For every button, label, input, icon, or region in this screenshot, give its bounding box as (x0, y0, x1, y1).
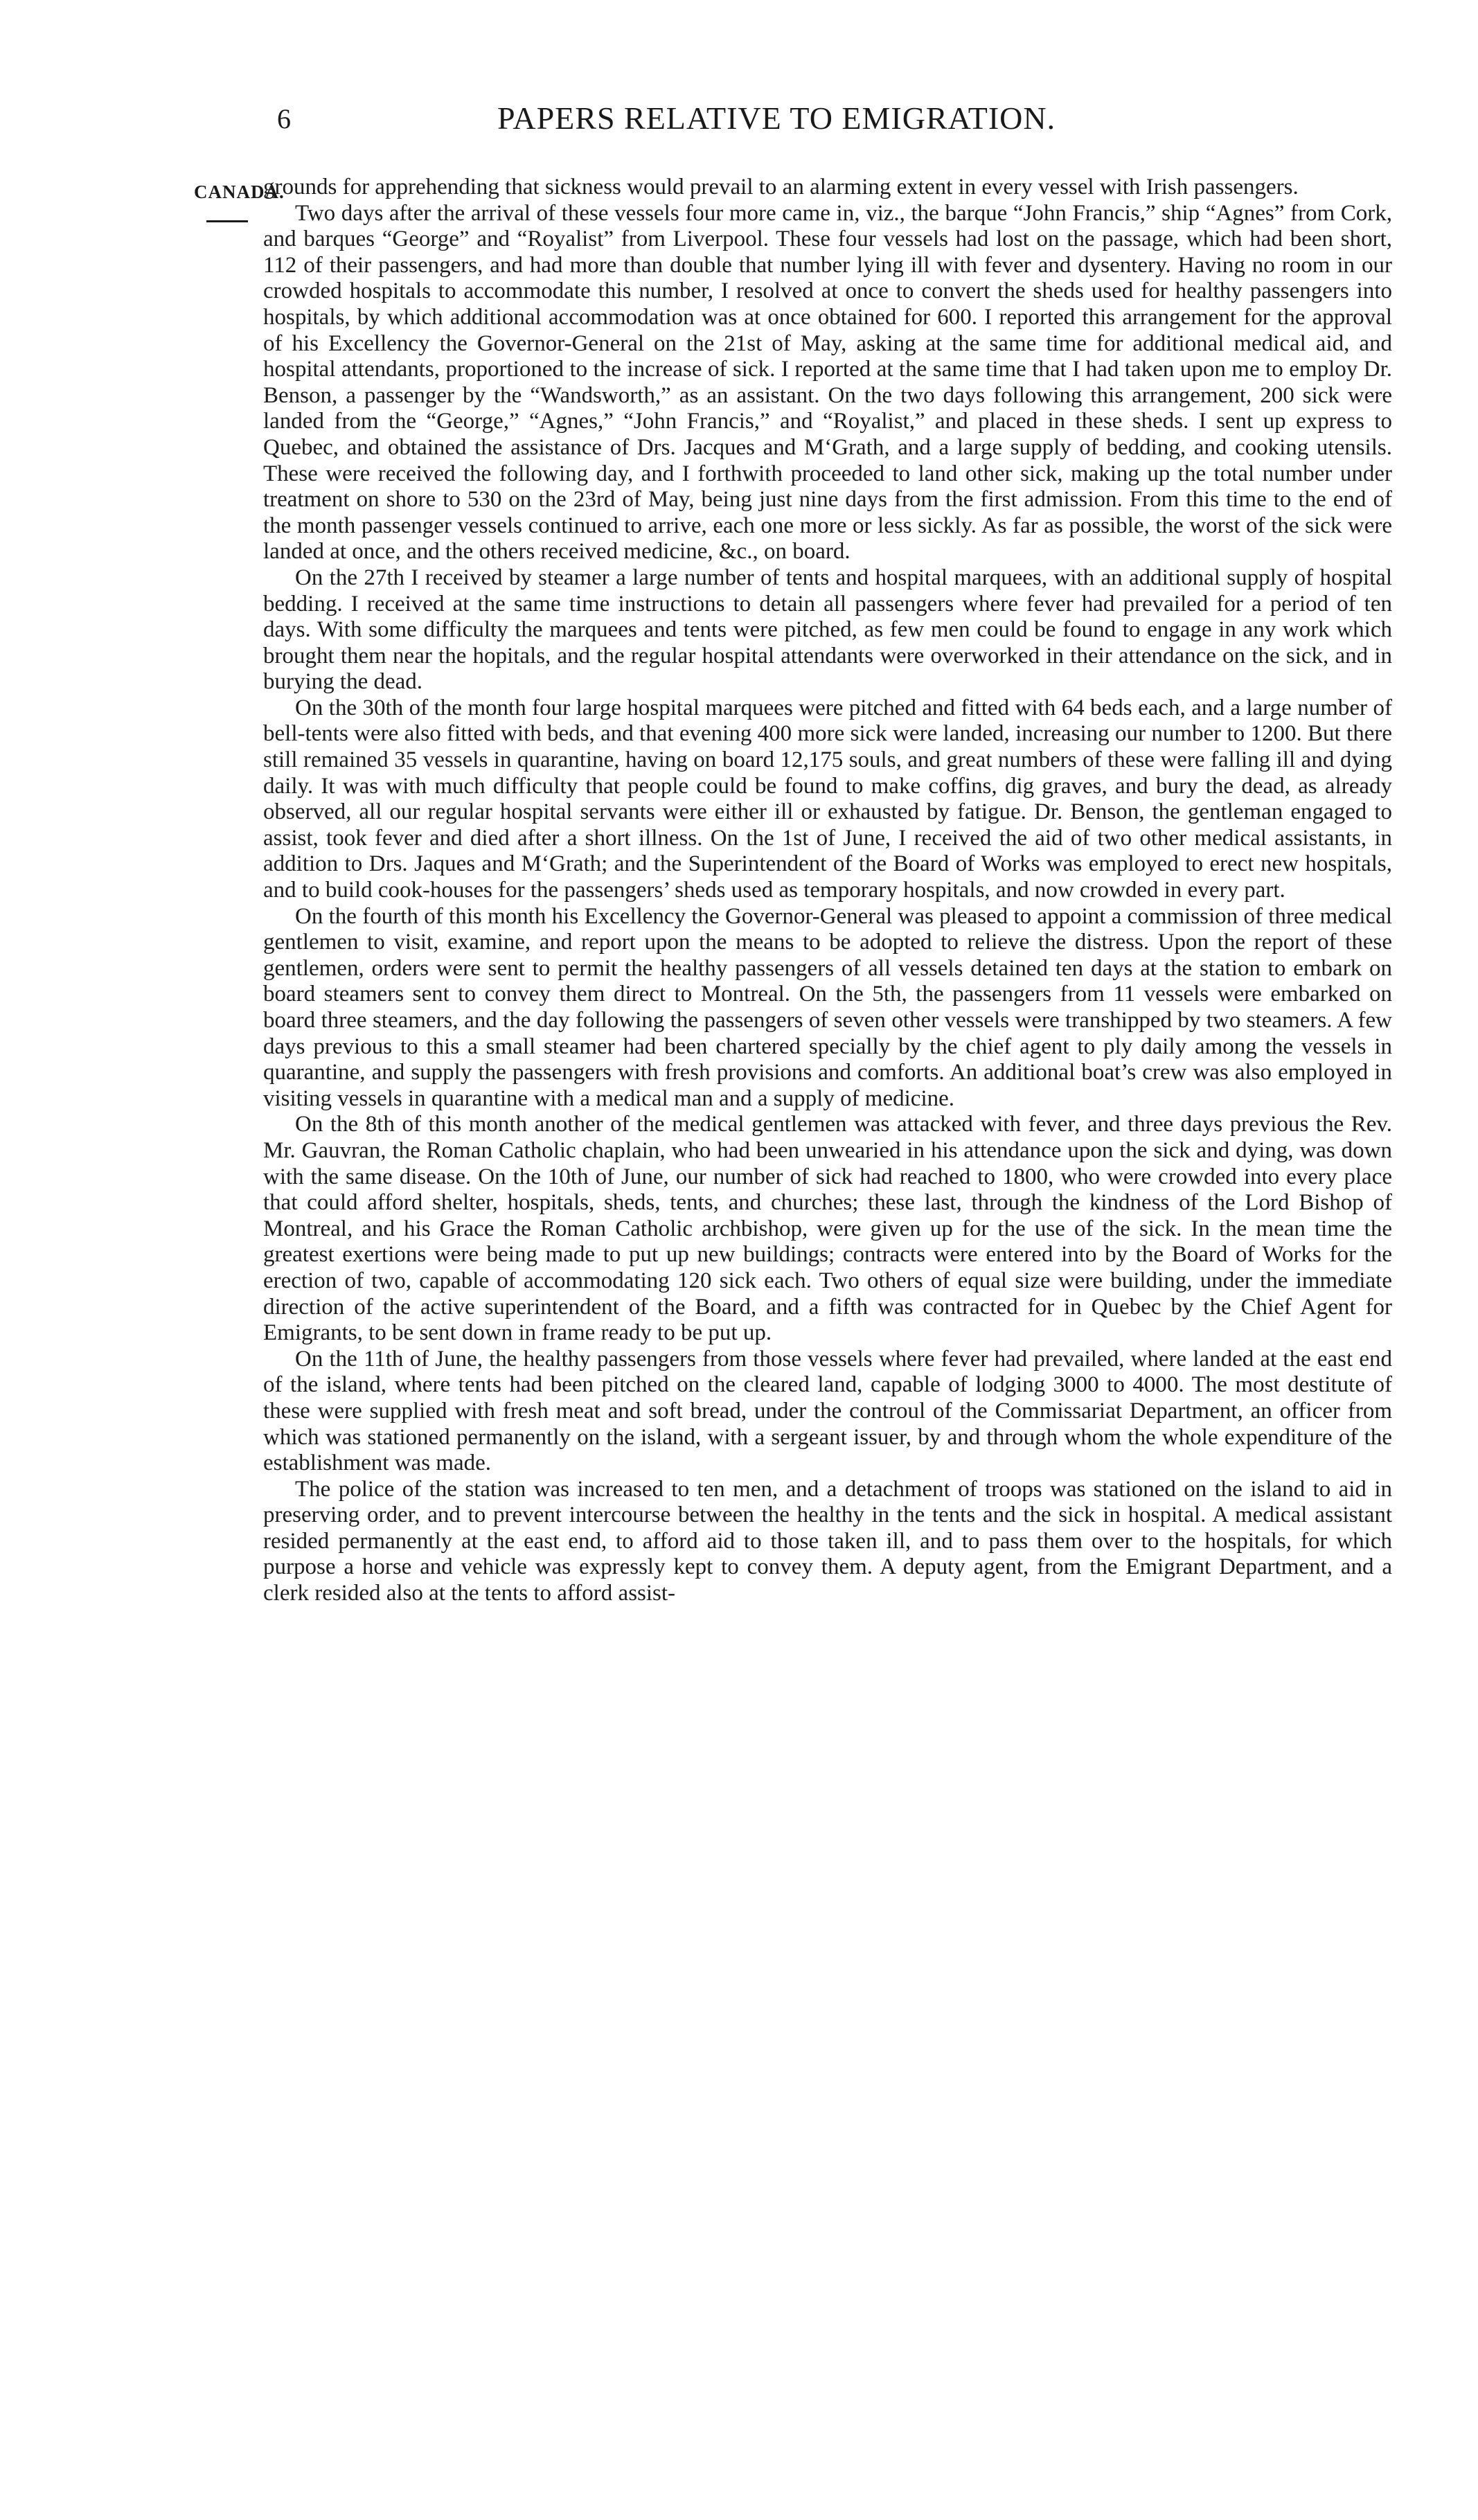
body-text (263, 175, 1392, 1607)
paragraph: On the 27th I received by steamer a large number of tents and hospital marquees, with an additional supply of hospital bedding. I received at the same time instructions to detain all passengers where fever had prevailed for a period of ten days. With some difficulty the marquees and tents were pitched, as few men could be found to engage in any work which brought them near the hopitals, and the regular hospital attendants were overworked in their attendance on the sick, and in burying the dead. (263, 565, 1392, 695)
paragraph: grounds for apprehending that sickness would prevail to an alarming extent in every vessel with Irish passengers. (263, 175, 1299, 199)
margin-rule (206, 220, 248, 222)
paragraph: The police of the station was increased to ten men, and a detachment of troops was stationed on the island to aid in preserving order, and to prevent intercourse between the healthy in the tents and the sick in hospital. A medical assistant resided permanently at the east end, to afford aid to those taken ill, and to pass them over to the hospitals, for which purpose a horse and vehicle was expressly kept to convey them. A deputy agent, from the Emigrant Department, and a clerk resided also at the tents to afford assist- (263, 1476, 1392, 1606)
paragraph: On the 30th of the month four large hospital marquees were pitched and fitted with 64 beds each, and a large number of bell-tents were also fitted with beds, and that evening 400 more sick were landed, increasing our number to 1200. But there still remained 35 vessels in quarantine, having on board 12,175 souls, and great numbers of these were falling ill and dying daily. It was with much difficulty that people could be found to make coffins, dig graves, and bury the dead, as already observed, all our regular hospital servants were either ill or exhausted by fatigue. Dr. Benson, the gentleman engaged to assist, took fever and died after a short illness. On the 1st of June, I received the aid of two other medical assistants, in addition to Drs. Jaques and M‘Grath; and the Superintendent of the Board of Works was employed to erect new hospitals, and to build cook-houses for the passengers’ sheds used as temporary hospitals, and now crowded in every part. (263, 695, 1392, 903)
page-number: 6 (277, 103, 291, 134)
paragraph: On the 8th of this month another of the medical gentlemen was attacked with fever, and three days previous the Rev. Mr. Gauvran, the Roman Catholic chaplain, who had been unwearied in his attendance upon the sick and dying, was down with the same disease. On the 10th of June, our number of sick had reached to 1800, who were crowded into every place that could afford shelter, hospitals, sheds, tents, and churches; these last, through the kindness of the Lord Bishop of Montreal, and his Grace the Roman Catholic archbishop, were given up for the use of the sick. In the mean time the greatest exertions were being made to put up new buildings; contracts were entered into by the Board of Works for the erection of two, capable of accommodating 120 sick each. Two others of equal size were building, under the immediate direction of the active superintendent of the Board, and a fifth was contracted for in Quebec by the Chief Agent for Emigrants, to be sent down in frame ready to be put up. (263, 1112, 1392, 1346)
running-head: PAPERS RELATIVE TO EMIGRATION. (497, 100, 1056, 136)
paragraph: Two days after the arrival of these vessels four more came in, viz., the barque “John Francis,” ship “Agnes” from Cork, and barques “George” and “Royalist” from Liverpool. These four vessels had lost on the passage, which had been short, 112 of their passengers, and had more than double that number lying ill with fever and dysentery. Having no room in our crowded hospitals to accommodate this number, I resolved at once to convert the sheds used for healthy passengers into hospitals, by which additional accommodation was at once obtained for 600. I reported this arrangement for the approval of his Excellency the Governor-General on the 21st of May, asking at the same time for additional medical aid, and hospital attendants, proportioned to the increase of sick. I reported at the same time that I had taken upon me to employ Dr. Benson, a passenger by the “Wandsworth,” as an assistant. On the two days following this arrangement, 200 sick were landed from the “George,” “Agnes,” “John Francis,” and “Royalist,” and placed in these sheds. I sent up express to Quebec, and obtained the assistance of Drs. Jacques and M‘Grath, and a large supply of bedding, and cooking utensils. These were received the following day, and I forthwith proceeded to land other sick, making up the total number under treatment on shore to 530 on the 23rd of May, being just nine days from the first admission. From this time to the end of the month passenger vessels continued to arrive, each one more or less sickly. As far as possible, the worst of the sick were landed at once, and the others received medicine, &c., on board. (263, 200, 1392, 565)
paragraph: On the fourth of this month his Excellency the Governor-General was pleased to appoint a commission of three medical gentlemen to visit, examine, and report upon the means to be adopted to relieve the distress. Upon the report of these gentlemen, orders were sent to permit the healthy passengers of all vessels detained ten days at the station to embark on board steamers sent to convey them direct to Montreal. On the 5th, the passengers from 11 vessels were embarked on board three steamers, and the day following the passengers of seven other vessels were transhipped by two steamers. A few days previous to this a small steamer had been chartered specially by the chief agent to ply daily among the vessels in quarantine, and supply the passengers with fresh provisions and comforts. An additional boat’s crew was also employed in visiting vessels in quarantine with a medical man and a supply of medicine. (263, 903, 1392, 1111)
margin-label: CANADA. (194, 181, 285, 202)
paragraph: On the 11th of June, the healthy passengers from those vessels where fever had prevailed, where landed at the east end of the island, where tents had been pitched on the cleared land, capable of lodging 3000 to 4000. The most destitute of these were supplied with fresh meat and soft bread, under the controul of the Commissariat Department, an officer from which was stationed permanently on the island, with a sergeant issuer, by and through whom the whole expenditure of the establishment was made. (263, 1346, 1392, 1476)
